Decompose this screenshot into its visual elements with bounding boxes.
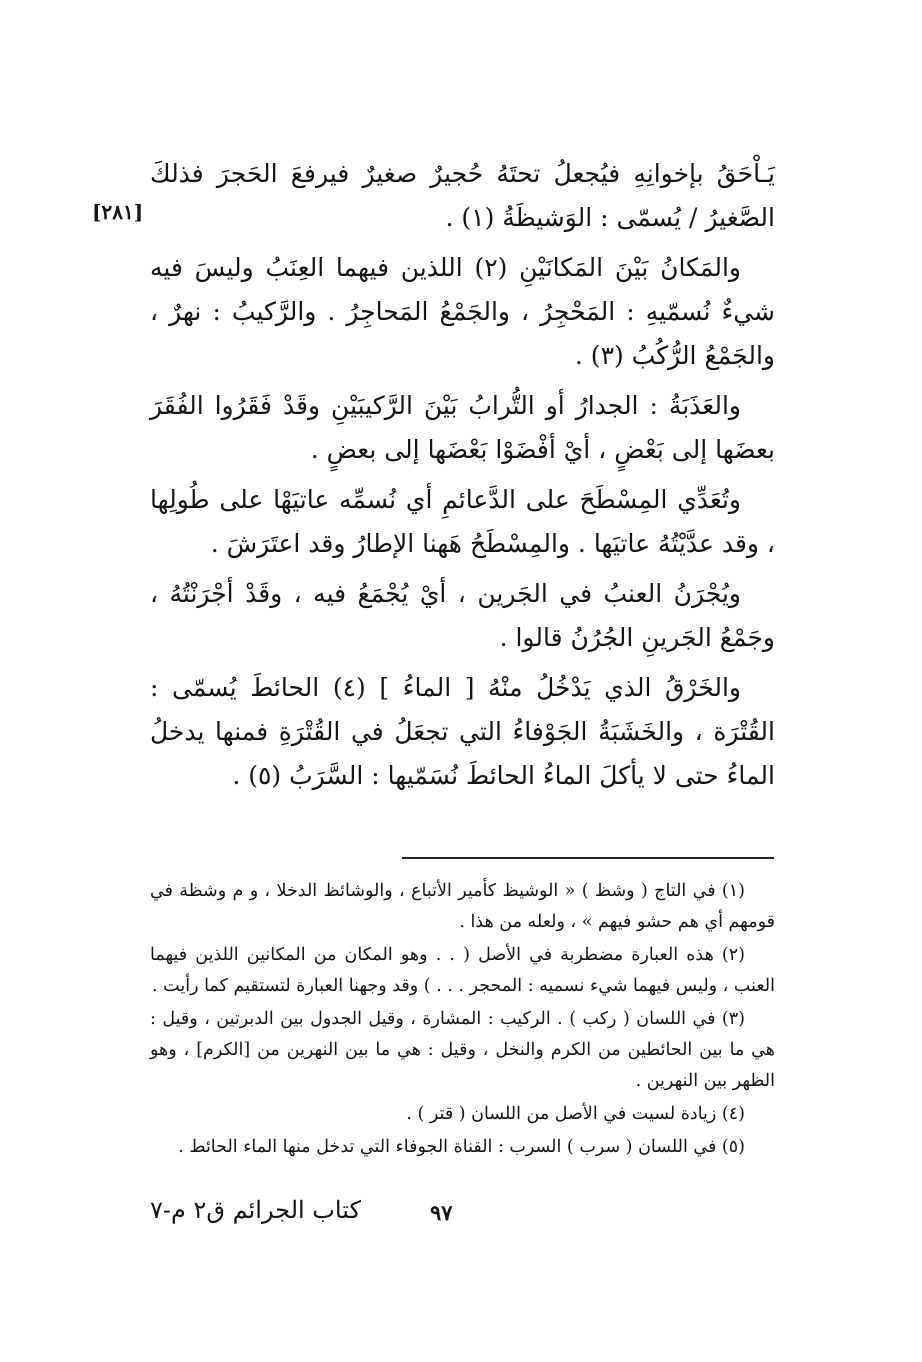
paragraph-2: والمَكانُ بَيْنَ المَكانَيْنِ (٢) اللذين فيهما العِنَبُ وليسَ فيه شيءٌ نُسمّيهِ : المَحْجِرُ ، والجَمْعُ المَحاجِرُ . والرَّكيبُ : نهرٌ ، والجَمْعُ الرُّكُبُ (٣) . <box>150 253 775 370</box>
paragraph-5: ويُجْرَنُ العنبُ في الجَرين ، أيْ يُجْمَعُ فيه ، وقَدْ أجْرَنْتُهُ ، وجَمْعُ الجَرينِ الجُرُنُ قالوا . <box>150 579 775 652</box>
footnote-4: (٤) زيادة لسيت في الأصل من اللسان ( قتر ) . <box>406 1104 745 1124</box>
footnote-2: (٢) هذه العبارة مضطربة في الأصل ( . . وهو المكان من المكانين اللذين فيهما العنب ، وليس فيهما شيء نسميه : المحجر . . . ) وقد وجهنا العبارة لتستقيم كما رأيت . <box>150 945 775 996</box>
paragraph-3: والعَذَبَةُ : الجدارُ أو التُّرابُ بَيْنَ الرَّكيبَيْنِ وقَدْ فَقَرُوا الفُقَرَ بعضَها إلى بَعْضٍ ، أيْ أفْضَوْا بَعْضَها إلى بعضٍ . <box>150 391 775 464</box>
paragraph-4: وتُعَدِّي المِسْطَحَ على الدَّعائمِ أي نُسمِّه عاتيَهْا على طُولِها ، وقد عدَّيْتُهُ عاتيَها . والمِسْطَحُ هَهنا الإطارُ وقد اعتَرَشَ . <box>150 485 775 558</box>
footnote-1: (١) في التاج ( وشظ ) « الوشيظ كأمير الأتباع ، والوشائظ الدخلا ، و م وشظة في قومهم أي هم حشو فيهم » ، ولعله من هذا . <box>150 881 775 932</box>
paragraph-6: والخَرْقُ الذي يَدْخُلُ منْهُ [ الماءُ ] (٤) الحائطَ يُسمّى : القُتْرَة ، والخَشَبَةُ الجَوْفاءُ التي تجعَلُ في القُتْرَةِ فمنها يدخلُ الماءُ حتى لا يأكلَ الماءُ الحائطَ نُسَمّيها : السَّرَبُ (٥) . <box>150 673 775 790</box>
footnote-3: (٣) في اللسان ( ركب ) . الركيب : المشارة ، وقيل الجدول بين الدبرتين ، وقيل : هي ما بين الحائطين من الكرم والنخل ، وقيل : هي ما بين النهرين من [الكرم] ، وهو الظهر بين النهرين . <box>150 1009 775 1091</box>
margin-reference: [٢٨١] <box>92 200 144 224</box>
footnote-5: (٥) في اللسان ( سرب ) السرب : القناة الجوفاء التي تدخل منها الماء الحائط . <box>178 1137 745 1157</box>
footnotes <box>150 876 775 1165</box>
page-number: ٩٧ <box>430 1200 453 1225</box>
footnote-divider <box>402 857 774 859</box>
paragraph-1: يَـاْحَقُ بإخوانِهِ فيُجعلُ تحتَهُ حُجيرٌ صغيرٌ فيرفعَ الحَجرَ فذلكَ الصَّغيرُ / يُسمّى : الوَشيظَةُ (١) . <box>150 159 775 232</box>
main-text <box>150 152 775 804</box>
book-signature: كتاب الجرائم ق٢ م-٧ <box>150 1196 361 1224</box>
